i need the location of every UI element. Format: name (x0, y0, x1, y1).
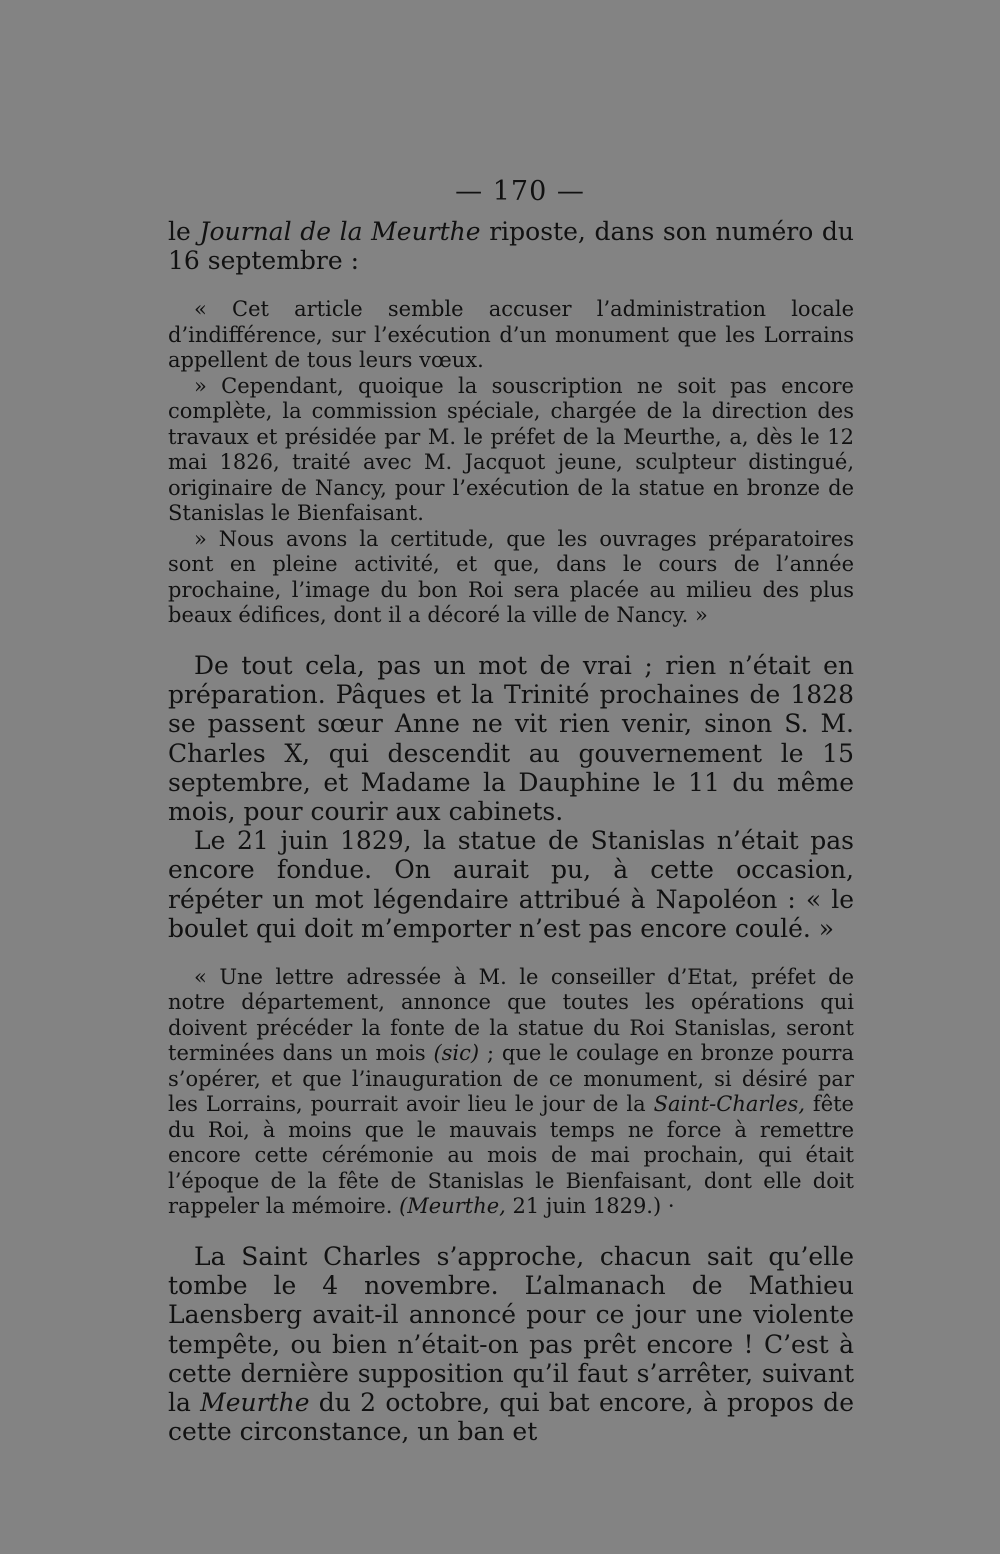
citation-date: 21 juin 1829.) · (505, 1194, 675, 1219)
quote2-text-3: fête du Roi, à moins que le mauvais temps ne force à remettre encore cette cérémonie au mois de mai prochain, qui était l’époque de la fête de Stanislas le Bienfaisant, dont elle doit rappeler la mémoire. (168, 1092, 854, 1219)
narrative-paragraph-1: De tout cela, pas un mot de vrai ; rien n’était en préparation. Pâques et la Trinité prochaines de 1828 se passent sœur Anne ne vit rien venir, sinon S. M. Charles X, qui descendit au gouvernement le 15 septembre, et Madame la Dauphine le 11 du même mois, pour courir aux cabinets. (168, 650, 854, 826)
quote1-paragraph-1: « Cet article semble accuser l’administration locale d’indifférence, sur l’exécution d’un monument que les Lorrains appellent de tous leurs vœux. (168, 297, 854, 373)
page (168, 176, 854, 1446)
intro-text-start: le (168, 217, 200, 246)
page-number: — 170 — (455, 176, 585, 207)
quote2-text-2: ; que le coulage en bronze pourra s’opérer, et que l’inauguration de ce monument, si désiré par les Lorrains, pourrait avoir lieu le jour de la (168, 1041, 854, 1117)
quote-block-2 (168, 965, 854, 1220)
narrative-paragraph-2: Le 21 juin 1829, la statue de Stanislas n’était pas encore fondue. On aurait pu, à cette occasion, répéter un mot légendaire attribué à Napoléon : « le boulet qui doit m’emporter n’est pas encore coulé. » (168, 826, 854, 943)
meurthe-italic: Meurthe (200, 1387, 310, 1417)
citation-source: (Meurthe, (399, 1194, 506, 1219)
saint-charles-italic: Saint-Charles, (653, 1092, 805, 1117)
intro-text-end: riposte, dans son numéro du 16 septembre : (168, 217, 854, 276)
quote-block-1 (168, 297, 854, 629)
quote1-paragraph-3: » Nous avons la certitude, que les ouvrages préparatoires sont en pleine activité, et que, dans le cours de l’année prochaine, l’image du bon Roi sera placée au milieu des plus beaux édifices, dont il a décoré la ville de Nancy. » (168, 526, 854, 628)
quote1-paragraph-2: » Cependant, quoique la souscription ne soit pas encore complète, la commission spéciale, chargée de la direction des travaux et présidée par M. le préfet de la Meurthe, a, dès le 12 mai 1826, traité avec M. Jacquot jeune, sculpteur distingué, originaire de Nancy, pour l’exécution de la statue en bronze de Stanislas le Bienfaisant. (168, 373, 854, 526)
closing-text-1: La Saint Charles s’approche, chacun sait qu’elle tombe le 4 novembre. L’almanach de Mathieu Laensberg avait-il annoncé pour ce jour une violente tempête, ou bien n’était-on pas prêt encore ! C’est à cette dernière supposition qu’il faut s’arrêter, suivant la (168, 1241, 854, 1417)
quote2-text-1: « Une lettre adressée à M. le conseiller d’Etat, préfet de notre département, annonce que toutes les opérations qui doivent précéder la fonte de la statue du Roi Stanislas, seront terminées dans un mois (168, 964, 854, 1066)
sic-note: (sic) (433, 1041, 480, 1066)
journal-title: Journal de la Meurthe (199, 217, 481, 246)
intro-paragraph (168, 217, 854, 275)
closing-paragraph (168, 1242, 854, 1446)
quote2-paragraph (168, 965, 854, 1220)
closing-text-2: du 2 octobre, qui bat encore, à propos de cette circonstance, un ban et (168, 1387, 854, 1447)
